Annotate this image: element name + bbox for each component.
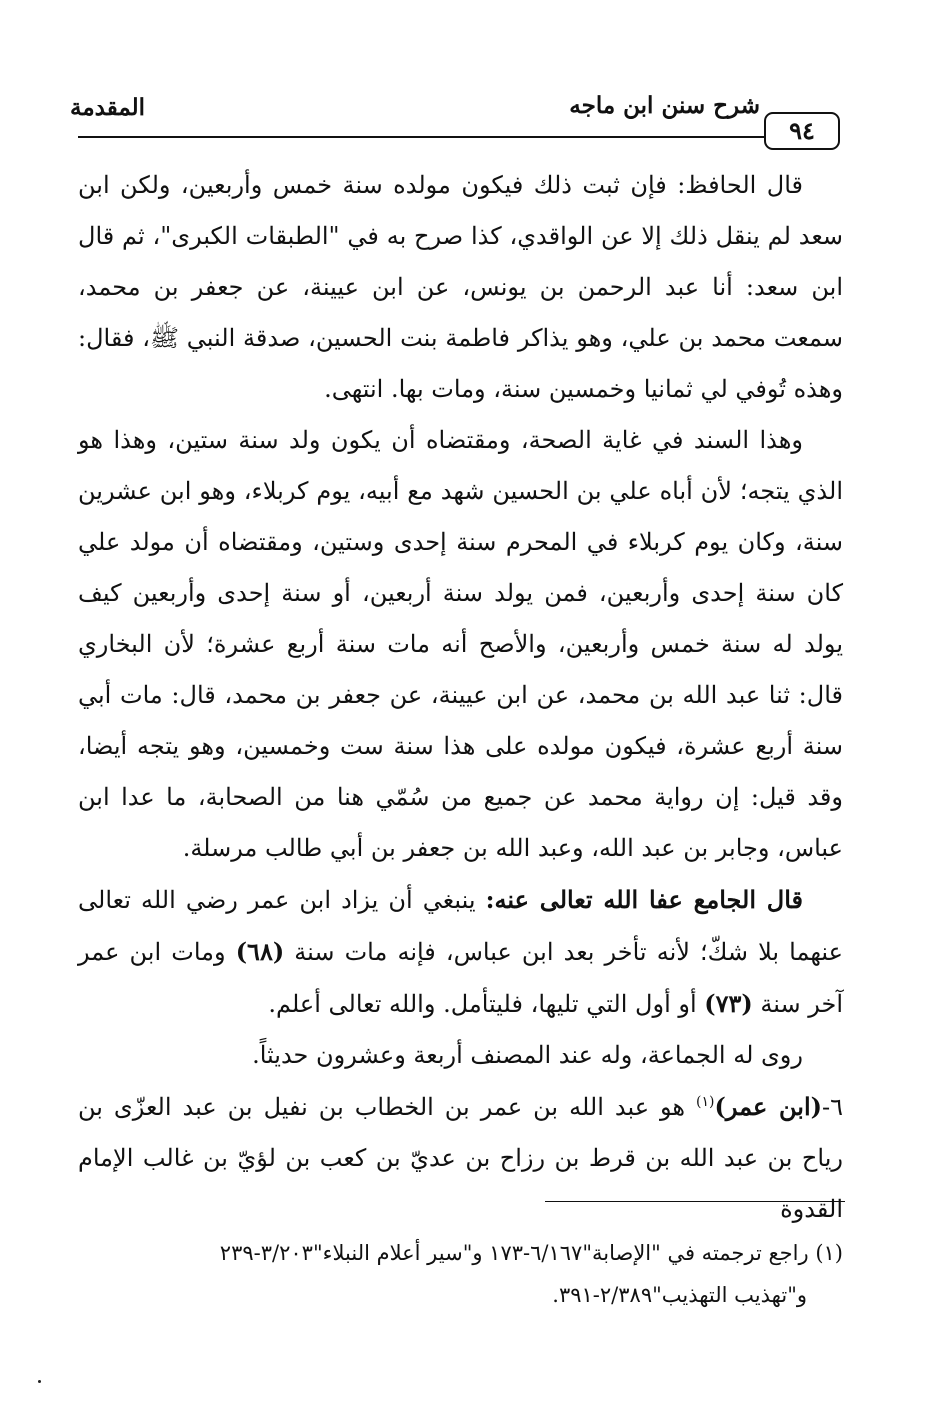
paragraph-ibn-umar-entry [78, 1081, 843, 1235]
page-number-box [764, 112, 840, 150]
paragraph-hafiz-quote: قال الحافظ: فإن ثبت ذلك فيكون مولده سنة خمس وأربعين، ولكن ابن سعد لم ينقل ذلك إلا عن الواقدي، كذا صرح به في "الطبقات الكبرى"، ثم قال ابن سعد: أنا عبد الرحمن بن يونس، عن ابن عيينة، عن جعفر بن محمد، سمعت محمد بن علي، وهو يذاكر فاطمة بنت الحسين، صدقة النبي ﷺ، فقال: وهذه تُوفي لي ثمانيا وخمسين سنة، ومات بها. انتهى. [78, 171, 843, 403]
page-number: ٩٤ [789, 116, 815, 145]
running-header-section-title: المقدمة [70, 94, 146, 121]
entry-text: هو عبد الله بن عمر بن الخطاب بن نفيل بن عبد العزّى بن رياح بن عبد الله بن قرط بن رزاح بن عديّ بن كعب بن لؤيّ بن غالب الإمام القدوة [78, 1093, 843, 1223]
main-text [78, 160, 843, 1235]
paragraph-narrations-count: روى له الجماعة، وله عند المصنف أربعة وعشرون حديثاً. [252, 1041, 803, 1069]
year-68: (٦٨) [235, 937, 285, 966]
compiler-note-lead: قال الجامع عفا الله تعالى عنه: [485, 885, 804, 914]
paragraph-chain-analysis: وهذا السند في غاية الصحة، ومقتضاه أن يكون ولد سنة ستين، وهذا هو الذي يتجه؛ لأن أباه علي بن الحسين شهد مع أبيه، يوم كربلاء، وهو ابن عشرين سنة، وكان يوم كربلاء في المحرم سنة إحدى وستين، ومقتضاه أن مولد علي كان سنة إحدى وأربعين، فمن يولد سنة أربعين، أو سنة إحدى وأربعين كيف يولد له سنة خمس وأربعين، والأصح أنه مات سنة أربع عشرة؛ لأن البخاري قال: ثنا عبد الله بن محمد، عن ابن عيينة، عن جعفر بن محمد، قال: مات أبي سنة أربع عشرة، فيكون مولده على هذا سنة ست وخمسين، وهو يتجه أيضا، وقد قيل: إن رواية محمد عن جميع من سُمّي هنا من الصحابة، ما عدا ابن عباس، وجابر بن عبد الله، وعبد الله بن جعفر بن أبي طالب مرسلة. [78, 426, 843, 862]
compiler-note-text-a: ينبغي أن يزاد ابن عمر رضي الله تعالى عنهما بلا شكّ؛ لأنه تأخر بعد ابن عباس، فإنه مات سنة [78, 886, 843, 966]
compiler-note-text-c: أو أول التي تليها، فليتأمل. والله تعالى أعلم. [268, 990, 705, 1018]
scan-speck [38, 1380, 41, 1383]
footnotes [78, 1232, 843, 1316]
year-73: (٧٣) [704, 989, 753, 1018]
running-header-book-title: شرح سنن ابن ماجه [569, 92, 760, 119]
entry-heading: (ابن عمر) [714, 1092, 822, 1121]
footnote-1-line-1: (١) راجع ترجمته في "الإصابة"٦/١٦٧-١٧٣ و"سير أعلام النبلاء"٣/٢٠٣-٢٣٩ [219, 1241, 843, 1265]
header-divider [78, 136, 768, 138]
entry-number: ٦- [822, 1093, 843, 1121]
footnote-reference: (١) [696, 1094, 715, 1110]
paragraph-compiler-note [78, 874, 843, 1030]
compiler-note-text-b: ومات ابن عمر آخر سنة [78, 938, 843, 1018]
footnote-1-line-2: و"تهذيب التهذيب"٢/٣٨٩-٣٩١. [552, 1283, 807, 1307]
footnote-divider [545, 1201, 845, 1202]
